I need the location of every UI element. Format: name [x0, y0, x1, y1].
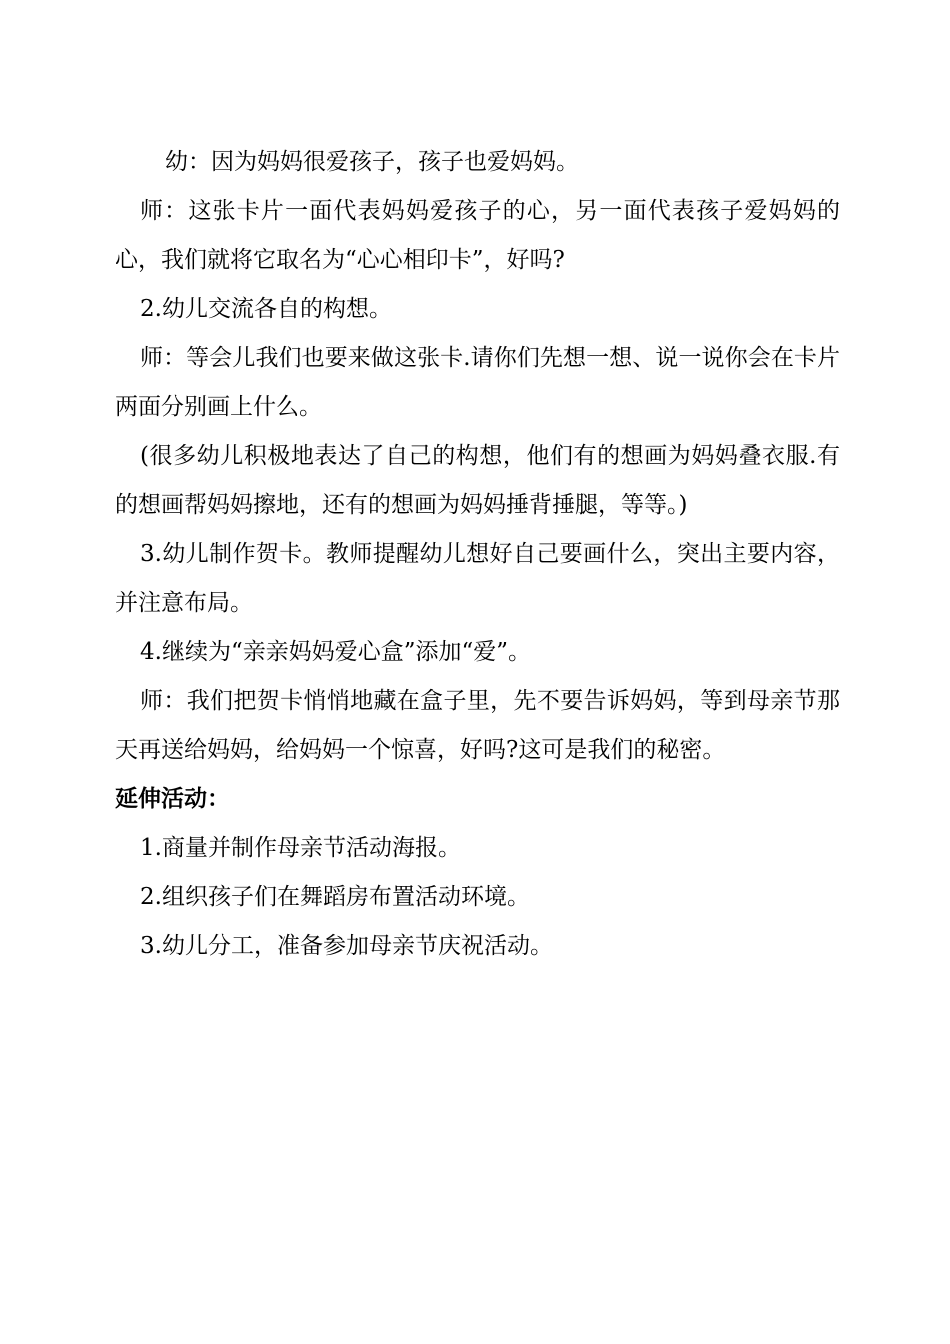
list-item-extension-3: 3.幼儿分工，准备参加母亲节庆祝活动。 — [140, 933, 553, 959]
section-heading-extension: 延伸活动： — [115, 786, 230, 812]
document-body — [115, 138, 840, 971]
paragraph-children-ideas: (很多幼儿积极地表达了自己的构想，他们有的想画为妈妈叠衣服.有的想画帮妈妈擦地，还有的想画为妈妈捶背捶腿，等等。) — [115, 443, 840, 518]
paragraph-step-4: 4.继续为“亲亲妈妈爱心盒”添加“爱”。 — [140, 639, 531, 665]
paragraph-teacher-secret: 师：我们把贺卡悄悄地藏在盒子里，先不要告诉妈妈，等到母亲节那天再送给妈妈，给妈妈一个惊喜，好吗?这可是我们的秘密。 — [115, 688, 840, 763]
paragraph-child-reply: 幼：因为妈妈很爱孩子，孩子也爱妈妈。 — [165, 149, 579, 175]
list-item-extension-2: 2.组织孩子们在舞蹈房布置活动环境。 — [140, 884, 530, 910]
paragraph-step-3: 3.幼儿制作贺卡。教师提醒幼儿想好自己要画什么，突出主要内容，并注意布局。 — [115, 541, 840, 616]
list-item-extension-1: 1.商量并制作母亲节活动海报。 — [140, 835, 461, 861]
paragraph-teacher-card-name: 师：这张卡片一面代表妈妈爱孩子的心，另一面代表孩子爱妈妈的心，我们就将它取名为“心心相印卡”，好吗? — [115, 198, 840, 273]
paragraph-teacher-prompt: 师：等会儿我们也要来做这张卡.请你们先想一想、说一说你会在卡片两面分别画上什么。 — [115, 345, 840, 420]
paragraph-step-2: 2.幼儿交流各自的构想。 — [140, 296, 392, 322]
